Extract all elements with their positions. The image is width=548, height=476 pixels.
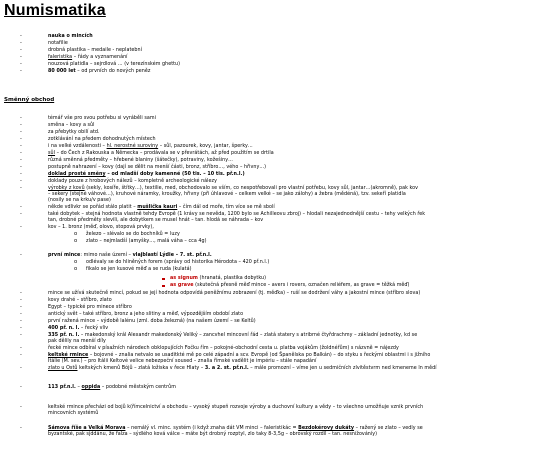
text-segment: notafilie [48,41,68,46]
text-line [48,225,154,231]
text-line [48,411,98,417]
dash-bullet: - [20,61,22,67]
text-segment: – řády a vyznamenání [72,55,128,60]
text-segment: sůl [48,151,56,156]
text-segment: oppida [81,385,101,390]
text-segment: – do Čech z Rakouska a Německa – prodávala se v převrátách, až před použitím se drtila [55,151,274,156]
text-line [48,41,68,47]
text-segment: : mimo naše území – [80,253,133,258]
text-line [48,218,263,224]
square-bullet-icon [162,285,165,288]
dash-bullet: - [20,318,22,324]
dash-bullet: - [20,54,22,60]
text-line [48,123,95,129]
text-segment: antický svět – také stříbro, bronz a jeho slitiny a měď, výpozdějším období zlato [48,312,244,317]
text-line [170,283,409,289]
text-line [48,55,128,61]
text-segment: mincovních systémů [48,411,99,416]
dash-bullet: - [20,384,22,390]
text-line [170,276,266,282]
text-segment: keltské rmince [48,353,89,358]
text-segment: i na velké vzdálenosti – [48,144,107,149]
dash-bullet: - [20,129,22,135]
text-segment: řecké mince odbíral v písažních národech obklopujících Fočku řím – pokojné-obchodní cesta u. platba vojákům (žoldnéřům) s názvně = nájezdy [48,346,399,351]
text-line [48,405,423,411]
text-segment: doklad prosté směny [48,172,106,177]
circle-bullet: o [74,238,78,244]
dash-bullet: - [20,425,22,431]
text-line [86,239,207,245]
text-segment: směna – kovy a sůl [48,123,95,128]
text-segment: Sámova říše a Velká Morava [48,426,126,431]
text-segment: nouzová platidla – sejrdlová … (v terezínském ghettu) [48,62,181,67]
text-line [48,366,437,372]
text-segment: – bojovné – znalia netvalo se usaditkté mě po celé západní a scv. Evropě (od Španělska po Balkán) – do styku s řeckými oblastmi i s jižního [88,353,431,358]
text-line [48,312,243,318]
text-segment: – sekery (stejné váhové…), kruhové náramky, kroužky, hřivny (při úhlavové – celkem velké – se jako zálohy) a žebra (mědéná), tzv. sekeří platidla [48,192,406,197]
dash-bullet: - [20,345,22,351]
text-segment: (nosily se na krku/v pase) [48,198,111,203]
dash-bullet: - [20,68,22,74]
text-line [48,186,418,192]
text-segment: keltských kmenů Bójů – zlatá ložiska v řece Hlaty – [77,366,205,371]
dash-bullet: - [20,40,22,46]
text-line [48,69,150,75]
text-line [48,116,156,122]
dash-bullet: - [20,115,22,121]
text-segment: 3. a 2. st. př.n.l. [204,366,249,371]
text-line [48,339,106,345]
dash-bullet: - [20,332,22,338]
text-segment: keltské rmince přecházi od bojů k(římcelnictví a obchodu – vysoký stupeň rozvoje výroby a duchovní kultury a vědy – to všechno umožňuje vznik prvních [48,405,424,410]
text-segment: – makedonský král Alexandr makedonský Veliký – zancvhel mincovní řád – zlatá statery s atribrné čtyřdrachmy – základní jednotky, kd se [79,333,418,338]
text-line [48,305,132,311]
text-segment: kov – 1. bronz (měď, olovo, stopová prvky), [48,225,154,230]
text-segment: faleristika [48,55,73,60]
dash-bullet: - [20,211,22,217]
text-segment: fikalo se jen kusové měď a se ruda (kulatá) [86,267,192,272]
text-segment: – řecký vliv [79,326,109,331]
dash-bullet: - [20,136,22,142]
text-segment: výrobky z kovů [48,186,85,191]
page-title: Numismatika [4,2,106,19]
text-segment: první ražená mince – výdobě lalénu (zml. doba železná) (na našem území – se Keltů) [48,319,256,324]
text-line [48,144,253,150]
dash-bullet: - [20,171,22,177]
text-line [48,130,100,136]
text-line [48,298,112,304]
dash-bullet: - [20,297,22,303]
dash-bullet: - [20,33,22,39]
text-line [48,179,217,185]
text-line [48,158,233,164]
circle-bullet: o [74,259,78,265]
text-segment: mince se užívá skutečně mincí, pokud se její hodnota odpovídá peněžnímu zobrazení (tj. měďka) – ruší se dodržení váhy a jakostní mince (stříbro slova) [48,291,421,296]
dash-bullet: - [20,204,22,210]
text-segment: 80 000 let [48,69,76,74]
circle-bullet: o [74,231,78,237]
text-segment: mušlička kauri [137,205,178,210]
dash-bullet: - [20,404,22,410]
text-segment: hl. nerostné suroviny [106,144,159,149]
text-segment: 335 př. n. l. [48,333,80,338]
text-line [48,326,108,332]
text-line [48,353,430,359]
text-segment: – mále promozní – víme jen u sedmičních zlvitěstvrm ned kmeneme ln mědí [248,366,437,371]
text-line [86,260,269,266]
text-line [48,426,423,432]
dash-bullet: - [20,164,22,170]
text-segment: první mince [48,253,81,258]
dash-bullet: - [20,290,22,296]
dash-bullet: - [20,185,22,191]
text-segment: drobná plastika – medaile - neplatební [48,48,142,53]
text-segment: – ražený se zlato – vedly se [354,426,423,431]
dash-bullet: - [20,150,22,156]
text-segment: – sůl, pazourek, kovy, jantar, šperky… [158,144,253,149]
text-segment: železo – slévalo se do bochníků = luzy [86,232,180,237]
text-segment: 113 př.n.l. [48,385,76,390]
text-line [48,212,425,218]
text-segment: někde vdlivkr se pořád stálo platit – [48,205,138,210]
text-segment: pak dělily na menší díly [48,339,106,344]
text-segment: zlato u Ostů [48,366,78,371]
text-segment: témář vše pro svou potřebu si vyráběli sami [48,116,156,121]
text-line [48,151,274,157]
text-segment: as signum [170,276,198,281]
square-bullet-icon [162,278,165,281]
text-segment: (skutečná přesně měď mince – avers i rovers, označen reliéfem, as grave = těžká měď) [193,283,410,288]
text-segment: Bezdokérovy dukáty [298,426,355,431]
text-line [48,333,417,339]
text-segment: – podobné městským centrům [100,385,176,390]
text-line [48,291,420,297]
dash-bullet: - [20,122,22,128]
text-segment: 400 př. n. l. [48,326,80,331]
text-segment: zlato – nejmladší (amyšky…, malá váha – cca 4g) [86,239,207,244]
text-segment: (hranatá, plastika dobytku) [197,276,267,281]
text-line [48,172,245,178]
text-line [48,346,399,352]
dash-bullet: - [20,143,22,149]
text-line [48,62,180,68]
text-segment: tan, drobné předměty slevili, ale dobytkem se musel hnát – tan. hlodá se náhrada – kov [48,218,264,223]
text-segment: také dobytek – stejná hodnota vlastně tehdy Evropě (1 krávy se nevěda, 1200 bylo se Achilleovu zbroj) – hlodali nezajednodnější cestu – tehy velkých řek [48,212,426,217]
text-segment: – od prvních do nových peněz [75,69,151,74]
text-line [48,198,111,204]
text-segment: – nemálý vl. minc. systém (i když znaha dát VM minci – faleristikác = [125,426,299,431]
text-segment: (sekly, kosíře, štítky…), textilie, med, obchodovalo se vším, co nespotřebovali pro vlastní potřebu, kovy sůl, jantar…(akromně), pak kov [84,186,419,191]
text-line [48,137,156,143]
text-line [86,232,180,238]
text-line [48,205,275,211]
text-segment: zotklávání na předem dohodnutých místech [48,137,156,142]
dash-bullet: - [20,325,22,331]
text-segment: za přebytky obilí atd. [48,130,100,135]
dash-bullet: - [20,157,22,163]
text-segment: doklady pouze z hrobových nálezů – kompletně archeologické nálezy [48,179,218,184]
text-segment: Egypt – typické pro minece stříbro [48,305,132,310]
dash-bullet: - [20,365,22,371]
text-line [48,34,93,40]
dash-bullet: - [20,311,22,317]
text-segment: – od mladší doby kamenné (50 tis. – 10 tis. př.n.l.) [105,172,245,177]
text-segment: různá směnná předměty – hřebené blaniny (šátečky), potraviny, kožešiny… [48,158,233,163]
text-line [48,192,406,198]
text-segment: nauka o mincích [48,34,93,39]
text-line [48,432,377,438]
text-segment: – [75,385,82,390]
text-segment: kovy drahé – stříbro, zlato [48,298,112,303]
dash-bullet: - [20,178,22,184]
text-segment: vlajblastí Lýdie – 7. st. př.n.l. [132,253,212,258]
text-line [48,253,212,259]
text-segment: – čím dál od moře, tím více se mě sbolí [177,205,275,210]
text-line [48,165,266,171]
dash-bullet: - [20,352,22,358]
dash-bullet: - [20,252,22,258]
text-segment: as grave [170,283,194,288]
text-segment: odlévaly se do hliněných forem (správy od historika Hérodota – 420 př.n.l.) [86,260,270,265]
circle-bullet: o [74,266,78,272]
text-line [48,319,256,325]
text-line [48,359,316,365]
text-line [48,48,142,54]
dash-bullet: - [20,47,22,53]
text-segment: byzantské, pak sjddánu, že falza – sýdlého ková válce – máte být drobný rozptyl, zlo taky 8-3,5g – obrovský rozdíl – tan. nesnížováníy) [48,432,378,437]
dash-bullet: - [20,224,22,230]
text-segment: postupně nahrazení – kovy (dají se dělit na menší části, bronz, stříbro…, vého – hřivny…) [48,165,267,170]
text-line [86,267,192,273]
text-segment: Itálie (M. sev.) – pro Itálii Keltové velice nebezpeční soused – znalia římské vadělit je impériu – stále napadání [48,359,317,364]
section-heading: Směnný obchod [4,97,55,103]
text-line [48,385,176,391]
dash-bullet: - [20,304,22,310]
